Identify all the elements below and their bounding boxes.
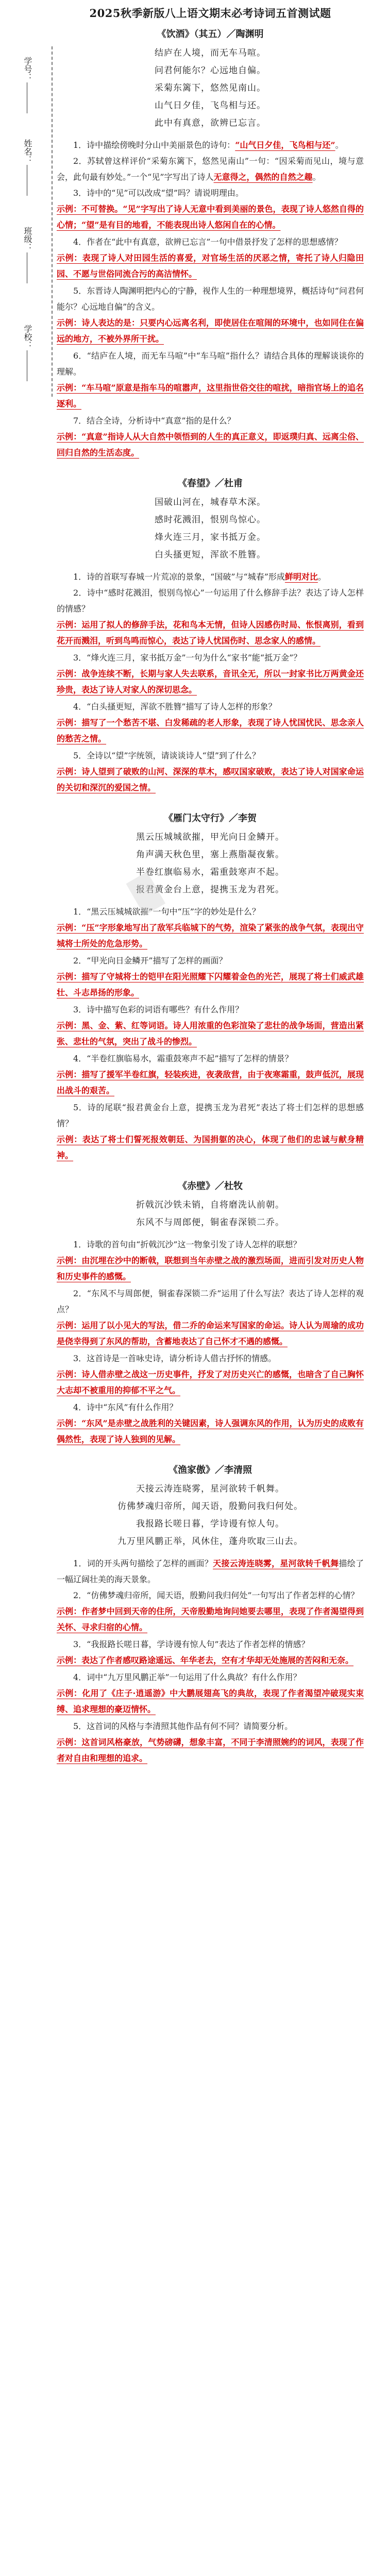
poem-section (57, 811, 364, 1163)
question-text: 3．这首诗是一首咏史诗，请分析诗人借古抒怀的情感。 (73, 1353, 277, 1363)
question-text: 7．结合全诗，分析诗中“真意”指的是什么？ (73, 416, 235, 426)
answer: 示例：“东风”是赤壁之战胜利的关键因素，诗人强调东风的作用，认为历史的成败有偶然性，表现了诗人独到的见解。 (57, 1418, 364, 1444)
question-text: 4．“半卷红旗临易水，霜重鼓寒声不起”描写了怎样的情景？ (73, 1054, 293, 1063)
question (57, 1050, 364, 1066)
answer: 示例：运用了拟人的修辞手法，花和鸟本无情，但诗人因感伤时局、怅恨离别，看到花开而溅泪，听到鸟鸣而惊心，表达了诗人忧国伤时、思念家人的感情。 (57, 620, 364, 646)
question-text: 5．诗的尾联“报君黄金台上意，提携玉龙为君死”表达了将士们怎样的思想感情？ (57, 1103, 364, 1128)
answer: 示例：诗人表达的是：只要内心远离名利，即使居住在喧闹的环境中，也如同住在偏远的地方，不被外界所干扰。 (57, 318, 364, 344)
question (57, 569, 364, 585)
poem-line: 黑云压城城欲摧，甲光向日金鳞开。 (136, 832, 284, 842)
question-text: 5．这首词的风格与李清照其他作品有何不同？请简要分析。 (73, 1721, 293, 1731)
poem-title: 《渔家傲》／李清照 (168, 1465, 252, 1476)
poem-line: 天接云涛连晓雾，星河欲转千帆舞。 (136, 1484, 284, 1494)
poem-body (57, 1480, 364, 1550)
question-text: 6．“结庐在人境，而无车马喧”中“车马喧”指什么？请结合具体的理解谈谈你的理解。 (57, 351, 364, 377)
question-text: 4．作者在“此中有真意，欲辨已忘言”一句中借景抒发了怎样的思想感情？ (73, 237, 343, 247)
poem-line: 烽火连三月，家书抵万金。 (155, 532, 266, 543)
answer: 示例：运用了以小见大的写法，借二乔的命运来写国家的命运。诗人认为周瑜的成功是侥幸得到了东风的帮助，含蓄地表达了自己怀才不遇的感慨。 (57, 1320, 364, 1346)
question (57, 1099, 364, 1131)
question (57, 185, 364, 201)
answer: 示例：化用了《庄子·逍遥游》中大鹏展翅高飞的典故，表现了作者渴望冲破现实束缚、追求理想的豪迈情怀。 (57, 1688, 364, 1714)
poem-section (57, 1179, 364, 1447)
poem-line: 仿佛梦魂归帝所，闻天语，殷勤问我归何处。 (117, 1501, 303, 1512)
question (57, 413, 364, 429)
question (57, 1636, 364, 1652)
poem-title: 《赤壁》／杜牧 (178, 1181, 243, 1192)
question (57, 1399, 364, 1415)
question-text: 2．诗中“感时花溅泪，恨别鸟惊心”一句运用了什么修辞手法？表达了诗人怎样的情感？ (57, 588, 364, 614)
poem-title: 《饮酒》（其五）／陶渊明 (157, 29, 264, 40)
question-text: 1．词的开头两句描绘了怎样的画面？ (73, 1558, 213, 1568)
binding-id-label: 学号： (23, 57, 32, 81)
question-text: 1．诗中描绘傍晚时分山中美丽景色的诗句： (73, 140, 235, 150)
question-text: 2．“仿佛梦魂归帝所，闻天语，殷勤问我归何处”一句写出了作者怎样的心情？ (73, 1590, 359, 1600)
poem-section (57, 1463, 364, 1766)
inline-answer: 无意得之，偶然的自然之趣 (213, 172, 313, 182)
answer: 示例：“车马喧”原意是指车马的喧嚣声，这里指世俗交往的喧扰，暗指官场上的追名逐利。 (57, 383, 364, 409)
answer: 示例：表达了作者感叹路途遥远、年华老去，空有才华却无处施展的苦闷和无奈。 (57, 1655, 354, 1665)
binding-school-label: 学校： (23, 325, 32, 349)
question-text: 2．苏轼曾这样评价“采菊东篱下，悠然见南山”一句：“因采菊而见山，境与意会，此句最有妙处。”一个“见”字写出了诗人 (57, 156, 364, 182)
binding-class-label: 班级： (23, 227, 32, 251)
question-text: 1．“黑云压城城欲摧”一句中“压”字的妙处是什么？ (73, 907, 260, 917)
poem-line: 结庐在人境，而无车马喧。 (155, 48, 266, 58)
question-text: 3．“我报路长嗟日暮，学诗谩有惊人句”表达了作者怎样的情感？ (73, 1639, 310, 1649)
question-tail: 。 (335, 140, 344, 150)
answer: 示例：不可替换。“见”字写出了诗人无意中看到美丽的景色，表现了诗人悠然自得的心情；“望”是有目的地看，不能表现出诗人悠闲自在的心情。 (57, 204, 364, 230)
poem-body (57, 44, 364, 132)
inline-answer: “山气日夕佳，飞鸟相与还” (235, 140, 335, 150)
poem-body (57, 828, 364, 899)
poem-line: 折戟沉沙铁未销，自将磨洗认前朝。 (136, 1200, 284, 1210)
answer: 示例：黑、金、紫、红等词语。诗人用浓重的色彩渲染了悲壮的战争场面，营造出紧张、悲壮的气氛，突出了战斗的惨烈。 (57, 1021, 364, 1046)
question-text: 5．全诗以“望”字统领，请谈谈诗人“望”到了什么？ (73, 751, 260, 760)
question (57, 748, 364, 764)
answer: 示例：“压”字形象地写出了敌军兵临城下的气势，渲染了紧张的战争气氛，表现出守城将士所处的危急形势。 (57, 923, 364, 948)
question (57, 699, 364, 715)
poem-line: 山气日夕佳，飞鸟相与还。 (155, 100, 266, 111)
poem-line: 国破山河在，城春草木深。 (155, 497, 266, 507)
poem-body (57, 494, 364, 564)
question-text: 2．“东风不与周郎便，铜雀春深锁二乔”运用了什么写法？表达了诗人怎样的观点？ (57, 1289, 364, 1314)
answer: 示例：诗人借赤壁之战这一历史事件，抒发了对历史兴亡的感慨，也暗含了自己胸怀大志却不被重用的抑郁不平之气。 (57, 1369, 364, 1395)
answer: 示例：“真意”指诗人从大自然中领悟到的人生的真正意义，即返璞归真、远离尘俗、回归自然的生活态度。 (57, 432, 364, 457)
question-text: 1．诗的首联写春城一片荒凉的景象，“国破”与“城春”形成 (73, 572, 285, 582)
question-text: 3．诗中描写色彩的词语有哪些？有什么作用？ (73, 1005, 244, 1014)
question-tail: 。 (312, 172, 321, 182)
question (57, 1350, 364, 1366)
answer: 示例：表达了将士们誓死报效朝廷、为国捐躯的决心，体现了他们的忠诚与献身精神。 (57, 1134, 364, 1160)
watermark: █ (126, 872, 165, 916)
question (57, 904, 364, 920)
question (57, 1236, 364, 1252)
poem-line: 采菊东篱下，悠然见南山。 (155, 83, 266, 93)
answer: 示例：描写了守城将士的铠甲在阳光照耀下闪耀着金色的光芒，展现了将士们威武雄壮、斗志昂扬的形象。 (57, 972, 364, 997)
question (57, 137, 364, 153)
question (57, 234, 364, 250)
answer: 示例：表现了诗人对田园生活的喜爱，对官场生活的厌恶之情，寄托了诗人归隐田园、不愿与世俗同流合污的高洁情怀。 (57, 253, 364, 279)
answer: 示例：诗人望到了破败的山河、深深的草木，感叹国家破败，表达了诗人对国家命运的关切和深沉的爱国之情。 (57, 767, 364, 792)
worksheet (57, 3, 364, 1780)
poem-line: 半卷红旗临易水，霜重鼓寒声不起。 (136, 867, 284, 877)
question-text: 2．“甲光向日金鳞开”描写了怎样的画面？ (73, 956, 227, 965)
document-title: 2025秋季新版八上语文期末必考诗词五首测试题 (89, 7, 331, 20)
poem-section (57, 27, 364, 461)
question (57, 1285, 364, 1317)
sections-container (57, 27, 364, 1766)
poem-title: 《雁门太守行》／李贺 (164, 813, 257, 824)
question-tail: 。 (317, 572, 326, 582)
question (57, 650, 364, 666)
answer: 示例：由沉埋在沙中的断戟，联想到当年赤壁之战的激烈场面，进而引发对历史人物和历史事件的感慨。 (57, 1256, 364, 1281)
question-text: 4．诗中“东风”有什么作用？ (73, 1402, 178, 1412)
poem-line: 问君何能尔？心远地自偏。 (155, 65, 266, 76)
poem-line: 东风不与周郎便，铜雀春深锁二乔。 (136, 1217, 284, 1228)
question-text: 3．“烽火连三月，家书抵万金”一句为什么“家书”能“抵万金”？ (73, 653, 302, 663)
question-text: 4．词中“九万里风鹏正举”一句运用了什么典故？有什么作用？ (73, 1672, 301, 1682)
binding-name-label: 姓名： (23, 139, 32, 164)
question (57, 1587, 364, 1603)
question-text: 1．诗歌的首句由“折戟沉沙”这一物象引发了诗人怎样的联想？ (73, 1240, 301, 1249)
answer: 示例：作者梦中回到天帝的住所，天帝殷勤地询问她要去哪里，表现了作者渴望得到关怀、寻求归宿的心情。 (57, 1606, 364, 1632)
answer: 示例：描写了一个愁苦不堪、白发稀疏的老人形象，表现了诗人忧国忧民、思念亲人的愁苦之情。 (57, 718, 364, 743)
poem-line: 报君黄金台上意，提携玉龙为君死。 (136, 885, 284, 895)
poem-line: 九万里风鹏正举，风休住，蓬舟吹取三山去。 (117, 1536, 303, 1547)
answer: 示例：描写了援军半卷红旗，轻装疾进，夜袭敌营，由于夜寒霜重，鼓声低沉，展现出战斗的艰苦。 (57, 1070, 364, 1095)
question (57, 1555, 364, 1587)
poem-line: 此中有真意，欲辨已忘言。 (155, 118, 266, 128)
question (57, 283, 364, 315)
question (57, 953, 364, 969)
inline-answer: 天接云涛连晓雾，星河欲转千帆舞 (213, 1558, 339, 1568)
poem-line: 白头搔更短，浑欲不胜簪。 (155, 550, 266, 560)
poem-body (57, 1196, 364, 1231)
question-text: 4．“白头搔更短，浑欲不胜簪”描写了诗人怎样的形象？ (73, 702, 277, 711)
question-text: 5．东晋诗人陶渊明把内心的宁静，视作人生的一种理想境界，概括诗句“问君何能尔？心远地自偏”的含义。 (57, 286, 364, 312)
question (57, 585, 364, 617)
question (57, 153, 364, 185)
binding-margin (0, 46, 53, 397)
question (57, 348, 364, 380)
poem-section (57, 476, 364, 795)
question (57, 1002, 364, 1018)
question-tail: 描绘了一幅辽阔壮美的海天景象。 (57, 1558, 364, 1584)
inline-answer: 鲜明对比 (284, 572, 318, 582)
question (57, 1718, 364, 1734)
answer: 示例：这首词风格豪放，气势磅礴，想象丰富，不同于李清照婉约的词风，表现了作者对自由和理想的追求。 (57, 1737, 364, 1763)
poem-line: 我报路长嗟日暮，学诗谩有惊人句。 (136, 1519, 284, 1529)
question-text: 3．诗中的“见”可以改成“望”吗？请说明理由。 (73, 188, 244, 198)
question (57, 1669, 364, 1685)
poem-title: 《春望》／杜甫 (178, 478, 243, 489)
poem-line: 角声满天秋色里，塞上燕脂凝夜紫。 (136, 850, 284, 860)
answer: 示例：战争连续不断，长期与家人失去联系，音讯全无，所以一封家书比万两黄金还珍贵，表达了诗人对家人的深切思念。 (57, 669, 364, 694)
poem-line: 感时花溅泪，恨别鸟惊心。 (155, 515, 266, 525)
